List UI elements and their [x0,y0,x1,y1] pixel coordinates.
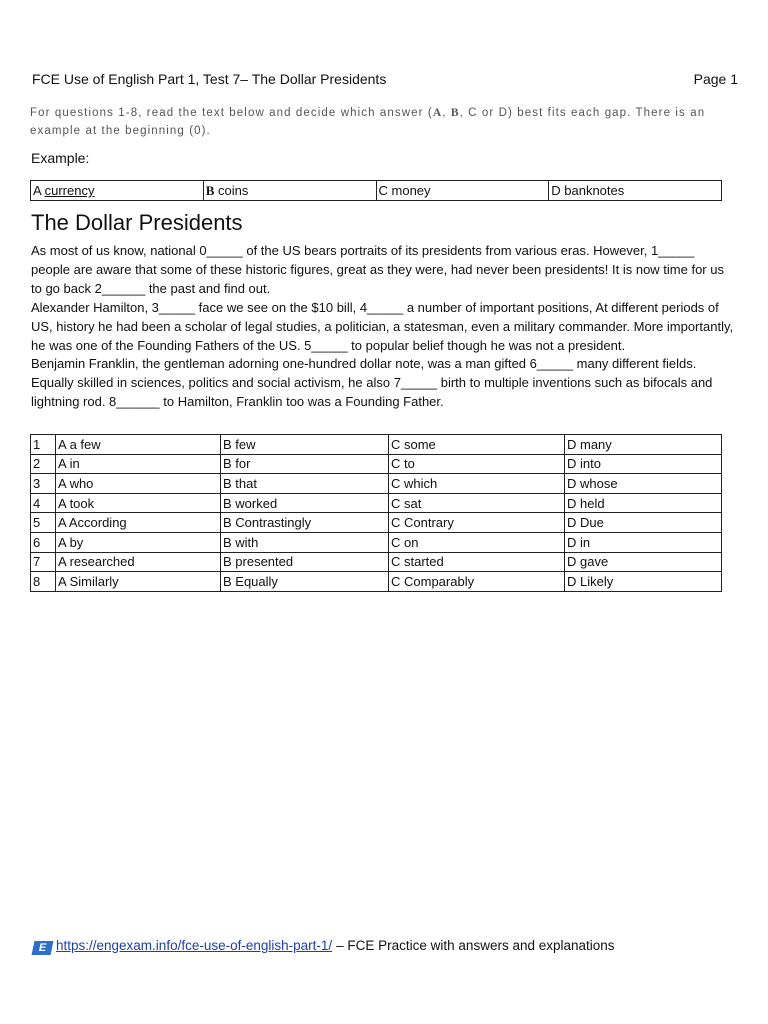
question-number: 3 [31,474,56,494]
option-d: D Due [565,513,722,533]
table-row [31,513,722,533]
table-row [31,572,722,592]
example-option-c: C money [376,181,549,201]
option-b: B for [221,454,389,474]
option-c: C started [389,552,565,572]
option-b: B presented [221,552,389,572]
footer-tagline: – FCE Practice with answers and explanations [336,937,615,953]
instructions-text-2: , C or D) best fits each gap. There is an example at the beginning (0). [30,107,706,137]
page-number: Page 1 [693,71,738,87]
option-a: A researched [56,552,221,572]
passage-paragraph: Alexander Hamilton, 3_____ face we see on the $10 bill, 4_____ a number of important positions, At different periods of US, history he had been a scholar of legal studies, a politician, a statesman, even a military commander. More importantly, he was one of the Founding Fathers of the US. 5_____ to popular belief though he was not a president. [31,299,734,353]
question-number: 5 [31,513,56,533]
option-c: C sat [389,493,565,513]
option-a: A in [56,454,221,474]
article-passage [31,242,736,412]
example-table [30,180,722,201]
instructions-option-b: B [450,107,460,119]
option-d: D held [565,493,722,513]
option-d: D whose [565,474,722,494]
question-number: 2 [31,454,56,474]
table-row [31,493,722,513]
option-b: B Contrastingly [221,513,389,533]
example-label: Example: [31,150,90,166]
example-option-b: B coins [203,181,376,201]
example-answer: currency [44,183,95,198]
table-row [31,454,722,474]
option-d: D gave [565,552,722,572]
question-number: 4 [31,493,56,513]
option-a: A a few [56,435,221,455]
example-option-d: D banknotes [549,181,722,201]
page-footer [33,935,615,955]
question-number: 8 [31,572,56,592]
answer-options-table [30,434,722,592]
option-c: C on [389,532,565,552]
question-number: 7 [31,552,56,572]
option-d: D in [565,532,722,552]
engexam-link[interactable]: https://engexam.info/fce-use-of-english-part-1/ [56,937,333,953]
option-d: D Likely [565,572,722,592]
option-c: C some [389,435,565,455]
option-a: A who [56,474,221,494]
option-a: A took [56,493,221,513]
table-row [31,435,722,455]
option-c: C Comparably [389,572,565,592]
passage-paragraph: Benjamin Franklin, the gentleman adorning one-hundred dollar note, was a man gifted 6_____ many different fields. Equally skilled in sciences, politics and social activism, he also 7_____ birth to multiple inventions such as bifocals and lightning rod. 8______ to Hamilton, Franklin too was a Founding Father. [31,356,713,410]
table-row [31,552,722,572]
option-a: A by [56,532,221,552]
question-number: 6 [31,532,56,552]
option-b: B that [221,474,389,494]
option-a: A According [56,513,221,533]
option-a: A Similarly [56,572,221,592]
engexam-logo-icon: E [32,941,54,955]
article-heading: The Dollar Presidents [31,210,243,235]
option-c: C Contrary [389,513,565,533]
table-row [31,474,722,494]
example-option-a: A currency [31,181,204,201]
instructions-sep-1: , [442,107,451,119]
example-row [31,181,722,201]
option-d: D into [565,454,722,474]
instructions [30,104,730,140]
instructions-text-1: For questions 1-8, read the text below and decide which answer ( [30,107,433,119]
option-b: B worked [221,493,389,513]
option-b: B few [221,435,389,455]
table-row [31,532,722,552]
option-b: B with [221,532,389,552]
option-c: C which [389,474,565,494]
passage-paragraph: As most of us know, national 0_____ of the US bears portraits of its presidents from various eras. However, 1_____ people are aware that some of these historic figures, great as they were, had never been presidents! It is now time for us to go back 2______ the past and find out. [31,243,724,296]
option-b: B Equally [221,572,389,592]
question-number: 1 [31,435,56,455]
instructions-option-a: A [432,107,443,119]
option-d: D many [565,435,722,455]
option-c: C to [389,454,565,474]
document-title: FCE Use of English Part 1, Test 7– The Dollar Presidents [32,71,387,87]
